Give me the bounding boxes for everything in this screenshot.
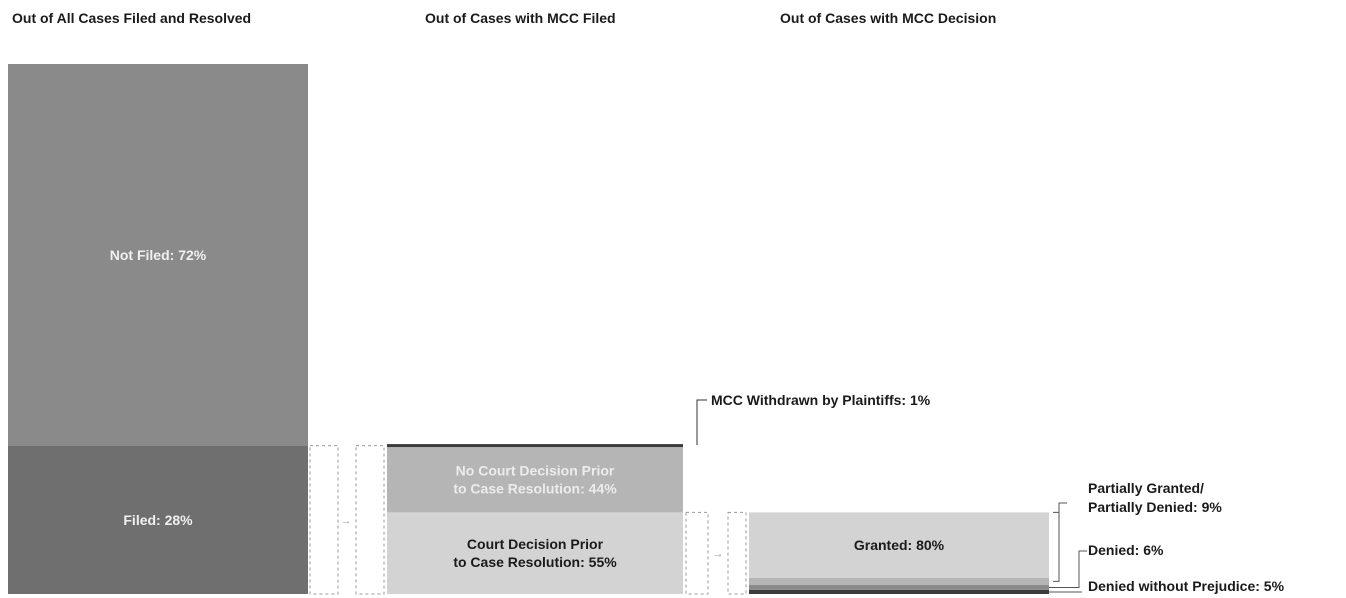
bar1-not-filed-label: Not Filed: 72% xyxy=(109,246,207,263)
bar3-granted-label: Granted: 80% xyxy=(853,537,945,554)
partial-callout-leader xyxy=(1059,503,1067,512)
panel-2-title: Out of Cases with MCC Filed xyxy=(425,10,616,26)
bar1-filed-label: Filed: 28% xyxy=(123,511,193,528)
connector-1-arrow-icon: → xyxy=(340,514,352,527)
connector-1-frame xyxy=(310,446,338,594)
bar2-court-decision-segment xyxy=(387,512,683,594)
bar2-no-court-decision-label: No Court Decision Prior to Case Resolution: 44% xyxy=(453,462,617,497)
connector-1-frame-right xyxy=(356,446,384,594)
panel-3-title: Out of Cases with MCC Decision xyxy=(780,10,997,26)
denied-callout-line xyxy=(1049,551,1087,587)
connector-2-frame xyxy=(686,512,708,594)
panel-1-title: Out of All Cases Filed and Resolved xyxy=(12,10,252,26)
partial-callout-label: Partially Granted/ Partially Denied: 9% xyxy=(1088,480,1222,515)
withdrawn-callout-label: MCC Withdrawn by Plaintiffs: 1% xyxy=(711,392,931,408)
connector-2-frame-right xyxy=(728,512,746,594)
bar2-no-court-decision-segment xyxy=(387,447,683,512)
bar3-denied-without-prejudice-segment xyxy=(749,590,1049,594)
bar3-partially-granted-segment xyxy=(749,578,1049,585)
dwp-callout-label: Denied without Prejudice: 5% xyxy=(1088,578,1285,594)
bar2-withdrawn-segment xyxy=(387,444,683,447)
denied-callout-label: Denied: 6% xyxy=(1088,542,1164,558)
withdrawn-callout-line xyxy=(697,400,707,445)
bar3-denied-segment xyxy=(749,585,1049,590)
connector-2-arrow-icon: → xyxy=(712,548,724,561)
partial-callout-line xyxy=(1053,512,1059,581)
bar2-court-decision-label: Court Decision Prior to Case Resolution: 55% xyxy=(453,536,617,571)
